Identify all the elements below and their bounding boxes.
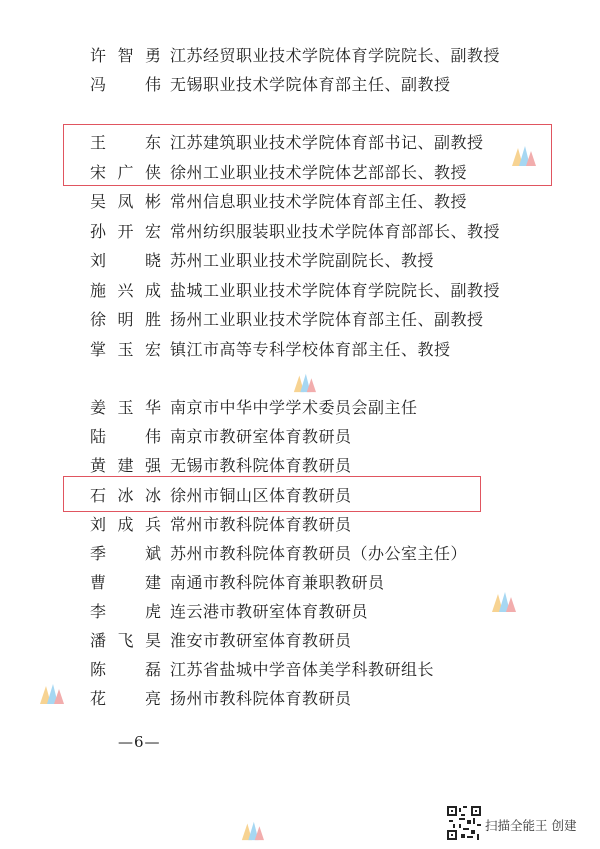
- highlight-box: [63, 476, 481, 512]
- watermark-logo-icon: [36, 680, 66, 706]
- person-title: 扬州市教科院体育教研员: [170, 688, 352, 708]
- person-name: 陆伟: [90, 426, 162, 446]
- person-name: 施兴成: [90, 280, 162, 300]
- person-title: 镇江市高等专科学校体育部主任、教授: [170, 339, 451, 359]
- person-title: 南京市中华中学学术委员会副主任: [170, 397, 418, 417]
- list-item: [90, 218, 500, 242]
- person-name: 刘成兵: [90, 514, 162, 534]
- person-title: 江苏省盐城中学音体美学科教研组长: [170, 659, 435, 679]
- person-title: 苏州工业职业技术学院副院长、教授: [170, 250, 435, 270]
- person-title: 徐州工业职业技术学院体艺部部长、教授: [170, 162, 468, 182]
- person-title: 苏州市教科院体育教研员（办公室主任）: [170, 543, 468, 563]
- person-name: 石冰冰: [90, 485, 162, 505]
- list-item: [90, 394, 418, 418]
- person-title: 南通市教科院体育兼职教研员: [170, 572, 385, 592]
- person-name: 花亮: [90, 688, 162, 708]
- person-name: 宋广侠: [90, 162, 162, 182]
- person-name: 掌玉宏: [90, 339, 162, 359]
- list-item: [90, 277, 500, 301]
- highlight-box: [63, 124, 552, 186]
- person-name: 冯伟: [90, 74, 162, 94]
- person-title: 常州纺织服装职业技术学院体育部部长、教授: [170, 221, 501, 241]
- page-number: —6—: [118, 733, 161, 751]
- person-name: 曹建: [90, 572, 162, 592]
- watermark-logo-icon: [508, 142, 538, 168]
- person-title: 江苏建筑职业技术学院体育部书记、副教授: [170, 132, 484, 152]
- list-item: [90, 569, 385, 593]
- list-item: [90, 71, 451, 95]
- person-name: 黄建强: [90, 455, 162, 475]
- person-title: 南京市教研室体育教研员: [170, 426, 352, 446]
- scanner-credit: 扫描全能王 创建: [485, 818, 577, 833]
- list-item: [90, 423, 352, 447]
- person-title: 无锡职业技术学院体育部主任、副教授: [170, 74, 451, 94]
- person-title: 盐城工业职业技术学院体育学院院长、副教授: [170, 280, 501, 300]
- list-item: [90, 511, 352, 535]
- person-title: 扬州工业职业技术学院体育部主任、副教授: [170, 309, 484, 329]
- person-title: 江苏经贸职业技术学院体育学院院长、副教授: [170, 45, 501, 65]
- person-name: 徐明胜: [90, 309, 162, 329]
- person-name: 许智勇: [90, 45, 162, 65]
- person-name: 王东: [90, 132, 162, 152]
- list-item: [90, 627, 352, 651]
- person-name: 季斌: [90, 543, 162, 563]
- watermark-logo-icon: [488, 588, 518, 614]
- person-title: 淮安市教研室体育教研员: [170, 630, 352, 650]
- watermark-logo-icon: [290, 370, 318, 394]
- person-name: 潘飞昊: [90, 630, 162, 650]
- list-item: [90, 336, 451, 360]
- list-item: [90, 540, 467, 564]
- person-title: 无锡市教科院体育教研员: [170, 455, 352, 475]
- person-name: 孙开宏: [90, 221, 162, 241]
- list-item: [90, 306, 484, 330]
- person-title: 连云港市教研室体育教研员: [170, 601, 369, 621]
- person-name: 姜玉华: [90, 397, 162, 417]
- person-name: 刘晓: [90, 250, 162, 270]
- person-title: 徐州市铜山区体育教研员: [170, 485, 352, 505]
- list-item: [90, 452, 352, 476]
- person-name: 吴凤彬: [90, 191, 162, 211]
- qr-code-icon: [447, 806, 481, 840]
- watermark-logo-icon: [238, 818, 266, 842]
- list-item: [90, 598, 368, 622]
- person-name: 李虎: [90, 601, 162, 621]
- list-item: [90, 42, 500, 66]
- person-name: 陈磊: [90, 659, 162, 679]
- list-item: [90, 656, 434, 680]
- list-item: [90, 685, 352, 709]
- list-item: [90, 188, 467, 212]
- person-title: 常州信息职业技术学院体育部主任、教授: [170, 191, 468, 211]
- list-item: [90, 247, 434, 271]
- person-title: 常州市教科院体育教研员: [170, 514, 352, 534]
